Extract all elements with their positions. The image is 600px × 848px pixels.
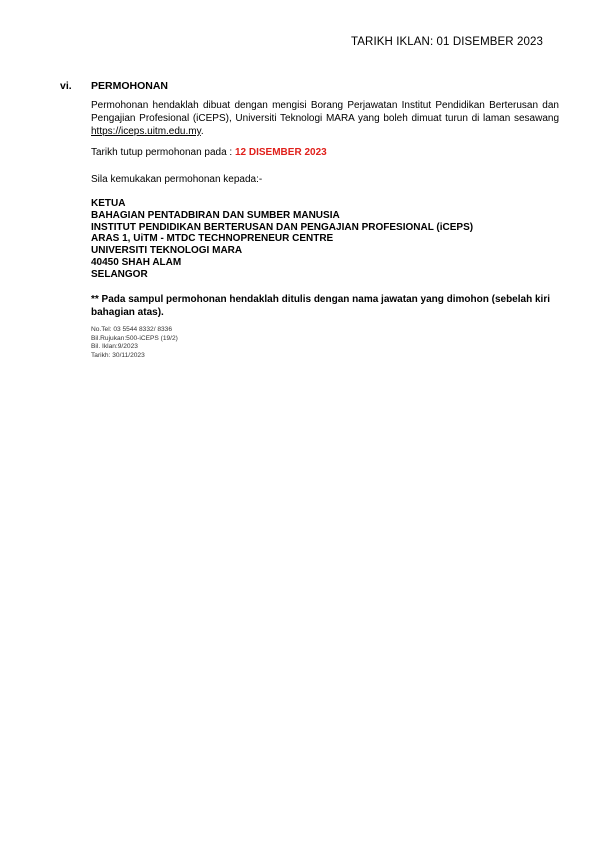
application-instructions [91,99,559,138]
address-line: INSTITUT PENDIDIKAN BERTERUSAN DAN PENGAJIAN PROFESIONAL (iCEPS) [91,221,474,233]
envelope-note: ** Pada sampul permohonan hendaklah ditulis dengan nama jawatan yang dimohon (sebelah kiri bahagian atas). [91,294,550,318]
section-number: vi. [60,80,72,92]
closing-date-line [91,146,559,159]
reference-block [91,326,559,360]
address-line: 40450 SHAH ALAM [91,256,182,268]
address-line: ARAS 1, UiTM - MTDC TECHNOPRENEUR CENTRE [91,233,334,245]
advertisement-date: TARIKH IKLAN: 01 DISEMBER 2023 [351,36,543,48]
reference-number: Bil.Rujukan:500-iCEPS (19/2) [91,334,178,342]
reference-phone: No.Tel: 03 5544 8332/ 8336 [91,326,173,333]
address-line: KETUA [91,198,126,209]
reference-ad-number: Bil. Iklan:9/2023 [91,343,138,351]
instructions-end: . [200,126,204,137]
address-line: BAHAGIAN PENTADBIRAN DAN SUMBER MANUSIA [91,209,340,221]
mailing-address [91,198,559,281]
address-line: SELANGOR [91,268,148,280]
address-line: UNIVERSITI TEKNOLOGI MARA [91,245,243,257]
submission-instruction: Sila kemukakan permohonan kepada:- [91,174,263,185]
closing-date-value: 12 DISEMBER 2023 [234,147,327,158]
reference-date: Tarikh: 30/11/2023 [91,351,145,359]
closing-date-label: Tarikh tutup permohonan pada : [91,147,235,158]
iceps-website-link[interactable]: https://iceps.uitm.edu.my [91,126,201,137]
instructions-text: Permohonan hendaklah dibuat dengan mengisi Borang Perjawatan Institut Pendidikan Berterusan dan Pengajian Profesional (iCEPS), Universiti Teknologi MARA yang boleh dimuat turun di laman sesawang [91,100,559,124]
section-title: PERMOHONAN [91,80,169,92]
